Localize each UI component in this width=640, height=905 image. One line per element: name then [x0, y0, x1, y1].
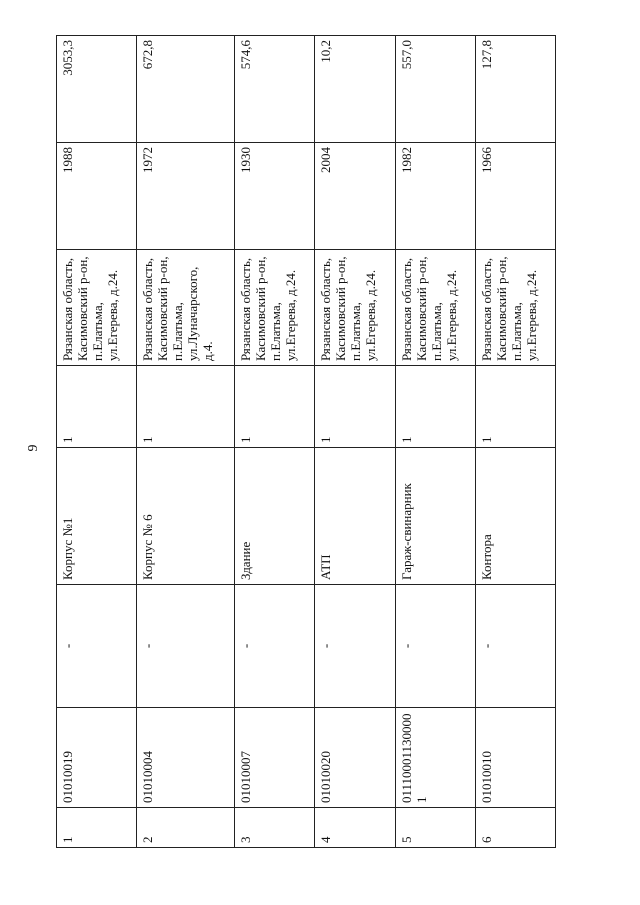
quantity: 1 — [478, 436, 494, 443]
object-name: Гараж-свинарник — [398, 483, 414, 580]
year-built: 1930 — [238, 147, 254, 173]
address-cell — [395, 250, 475, 366]
dash-cell-cell — [315, 585, 395, 708]
address-line: Рязанская область, — [398, 257, 414, 361]
inventory-code: 01010019 — [60, 751, 75, 803]
year-built-cell — [315, 143, 395, 250]
address-line: Касимовский р-он, — [253, 256, 269, 361]
year-built-cell — [235, 143, 315, 250]
quantity-cell — [137, 366, 235, 448]
dash-cell: - — [238, 643, 254, 649]
dash-cell-cell — [137, 585, 235, 708]
address-line: Касимовский р-он, — [413, 256, 429, 361]
address-line: ул.Луначарского, — [185, 266, 201, 361]
year-built: 1988 — [60, 147, 75, 173]
year-built: 1982 — [398, 147, 414, 173]
quantity: 1 — [398, 436, 414, 443]
address-line: д.4. — [200, 341, 216, 361]
year-built: 1966 — [478, 147, 494, 173]
inventory-code-cell — [395, 708, 475, 808]
area: 127,8 — [478, 40, 494, 70]
address-line: Касимовский р-он, — [493, 256, 509, 361]
table-row — [315, 36, 395, 848]
dash-cell: - — [140, 643, 156, 649]
address-line: Рязанская область, — [60, 257, 75, 361]
inventory-code-cell — [235, 708, 315, 808]
object-name: АТП — [318, 554, 334, 580]
address-line: Рязанская область, — [478, 257, 494, 361]
page-number: 9 — [26, 444, 41, 452]
address-cell — [57, 250, 137, 366]
area: 3053,3 — [60, 40, 75, 76]
dash-cell-cell — [475, 585, 555, 708]
quantity-cell — [235, 366, 315, 448]
object-name-cell — [57, 448, 137, 585]
address-line: п.Елатьма, — [268, 302, 284, 361]
address-line: ул.Егерева, д.24. — [363, 269, 379, 361]
area: 672,8 — [140, 40, 156, 70]
quantity-cell — [57, 366, 137, 448]
dash-cell-cell — [235, 585, 315, 708]
address-line: ул.Егерева, д.24. — [105, 269, 120, 361]
address-line: ул.Егерева, д.24. — [283, 269, 299, 361]
table-row — [57, 36, 137, 848]
address-line: п.Елатьма, — [508, 302, 524, 361]
address-line: Касимовский р-он, — [333, 256, 349, 361]
area-cell — [57, 36, 137, 143]
area: 10,2 — [318, 40, 334, 63]
row-number: 1 — [60, 836, 75, 843]
object-name: Корпус №1 — [60, 517, 75, 580]
property-table — [56, 35, 556, 848]
inventory-code: 01010010 — [478, 751, 494, 803]
dash-cell-cell — [57, 585, 137, 708]
row-number-cell — [235, 808, 315, 848]
object-name-cell — [235, 448, 315, 585]
year-built-cell — [395, 143, 475, 250]
inventory-code-cell — [57, 708, 137, 808]
address-line: ул.Егерева, д.24. — [523, 269, 539, 361]
table-row — [395, 36, 475, 848]
object-name: Корпус № 6 — [140, 514, 156, 580]
address-line: п.Елатьма, — [428, 302, 444, 361]
rotated-page-content — [56, 36, 556, 848]
quantity: 1 — [60, 436, 75, 443]
table-row — [475, 36, 555, 848]
dash-cell: - — [478, 643, 494, 649]
inventory-code-cell — [475, 708, 555, 808]
area-cell — [235, 36, 315, 143]
year-built: 2004 — [318, 147, 334, 173]
quantity: 1 — [238, 436, 254, 443]
inventory-code: 01010007 — [238, 751, 254, 803]
dash-cell: - — [398, 643, 414, 649]
area-cell — [315, 36, 395, 143]
address-line: п.Елатьма, — [348, 302, 364, 361]
row-number: 4 — [318, 836, 334, 843]
row-number: 3 — [238, 836, 254, 843]
inventory-code: 01010004 — [140, 751, 156, 803]
object-name-cell — [395, 448, 475, 585]
row-number-cell — [315, 808, 395, 848]
row-number-cell — [395, 808, 475, 848]
area: 574,6 — [238, 40, 254, 70]
address-line: Касимовский р-он, — [75, 256, 90, 361]
year-built: 1972 — [140, 147, 156, 173]
inventory-code: 011100011300001 — [398, 713, 429, 803]
object-name-cell — [137, 448, 235, 585]
address-line: Рязанская область, — [318, 257, 334, 361]
year-built-cell — [57, 143, 137, 250]
address-cell — [315, 250, 395, 366]
year-built-cell — [137, 143, 235, 250]
quantity: 1 — [318, 436, 334, 443]
inventory-code-cell — [137, 708, 235, 808]
quantity: 1 — [140, 436, 156, 443]
area: 557,0 — [398, 40, 414, 70]
object-name-cell — [315, 448, 395, 585]
quantity-cell — [395, 366, 475, 448]
object-name-cell — [475, 448, 555, 585]
address-cell — [235, 250, 315, 366]
row-number-cell — [57, 808, 137, 848]
address-line: Касимовский р-он, — [155, 256, 171, 361]
address-line: п.Елатьма, — [90, 302, 105, 361]
address-line: ул.Егерева, д.24. — [443, 269, 459, 361]
area-cell — [475, 36, 555, 143]
address-line: Рязанская область, — [238, 257, 254, 361]
quantity-cell — [315, 366, 395, 448]
row-number: 5 — [398, 836, 414, 843]
address-line: п.Елатьма, — [170, 302, 186, 361]
area-cell — [137, 36, 235, 143]
dash-cell-cell — [395, 585, 475, 708]
row-number-cell — [475, 808, 555, 848]
row-number: 6 — [478, 836, 494, 843]
object-name: Здание — [238, 541, 254, 580]
dash-cell: - — [318, 643, 334, 649]
property-table-body — [57, 36, 556, 848]
address-cell — [475, 250, 555, 366]
inventory-code-cell — [315, 708, 395, 808]
object-name: Контора — [478, 534, 494, 580]
row-number-cell — [137, 808, 235, 848]
year-built-cell — [475, 143, 555, 250]
dash-cell: - — [60, 643, 75, 649]
area-cell — [395, 36, 475, 143]
quantity-cell — [475, 366, 555, 448]
table-row — [235, 36, 315, 848]
inventory-code: 01010020 — [318, 751, 334, 803]
row-number: 2 — [140, 836, 156, 843]
table-row — [137, 36, 235, 848]
address-cell — [137, 250, 235, 366]
address-line: Рязанская область, — [140, 257, 156, 361]
